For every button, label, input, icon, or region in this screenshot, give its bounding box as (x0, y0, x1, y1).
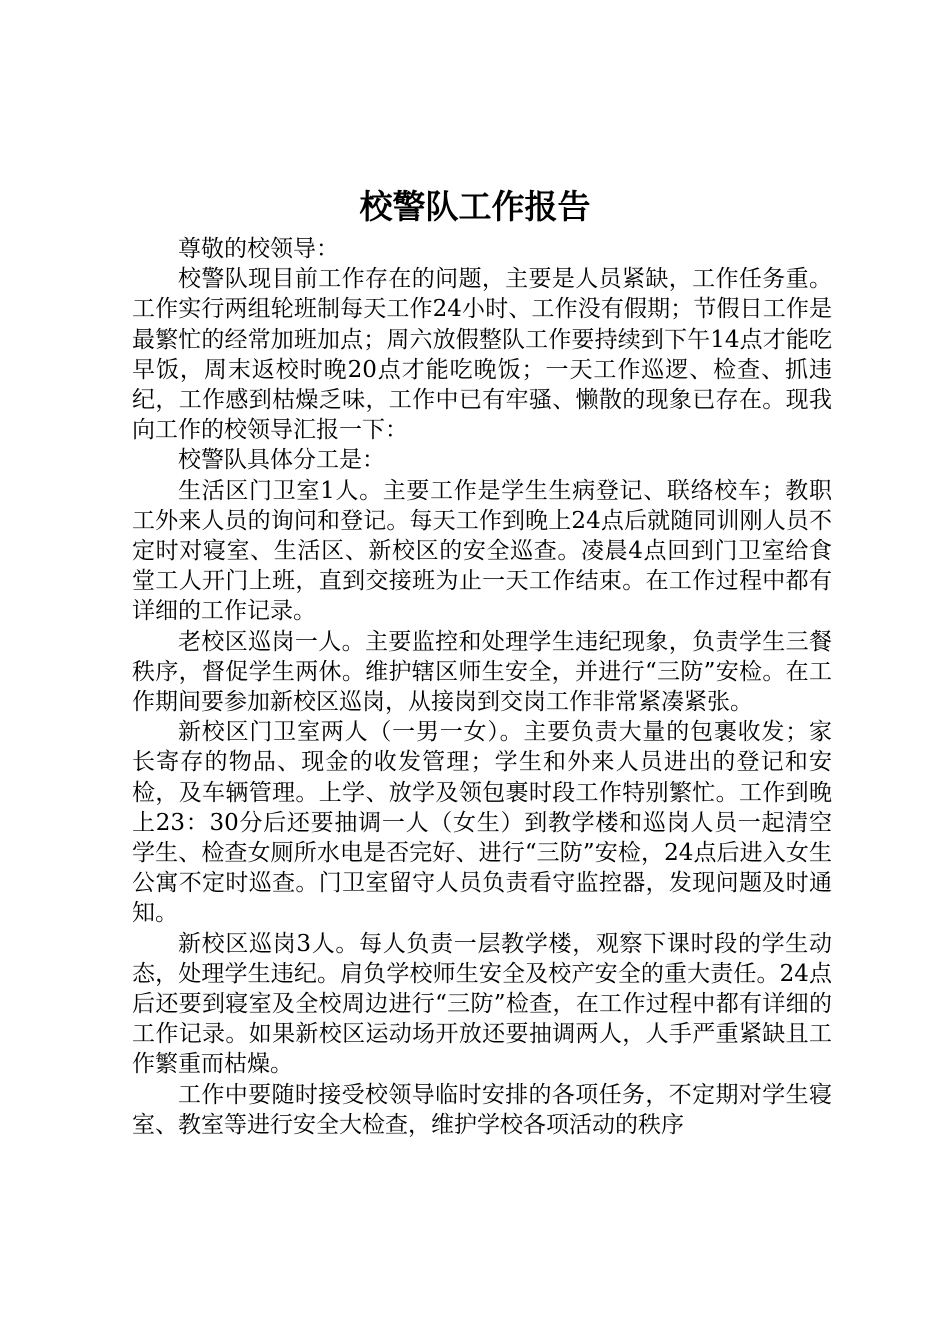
paragraph-problems: 校警队现目前工作存在的问题，主要是人员紧缺，工作任务重。工作实行两组轮班制每天工作24小时、工作没有假期；节假日工作是最繁忙的经常加班加点；周六放假整队工作要持续到下午14点才能吃早饭，周末返校时晚20点才能吃晚饭；一天工作巡逻、检查、抓违纪，工作感到枯燥乏味，工作中已有牢骚、懒散的现象已存在。现我向工作的校领导汇报一下： (132, 266, 832, 444)
paragraph-old-campus-patrol: 老校区巡岗一人。主要监控和处理学生违纪现象，负责学生三餐秩序，督促学生两休。维护辖区师生安全，并进行“三防”安检。在工作期间要参加新校区巡岗，从接岗到交岗工作非常紧凑紧张。 (132, 628, 832, 716)
paragraph-temporary-tasks: 工作中要随时接受校领导临时安排的各项任务，不定期对学生寝室、教室等进行安全大检查，维护学校各项活动的秩序 (132, 1081, 832, 1138)
paragraph-living-area-gate: 生活区门卫室1人。主要工作是学生生病登记、联络校车；教职工外来人员的询问和登记。每天工作到晚上24点后就随同训刚人员不定时对寝室、生活区、新校区的安全巡查。凌晨4点回到门卫室给食堂工人开门上班，直到交接班为止一天工作结束。在工作过程中都有详细的工作记录。 (132, 477, 832, 625)
paragraph-new-campus-patrol: 新校区巡岗3人。每人负责一层教学楼，观察下课时段的学生动态，处理学生违纪。肩负学校师生安全及校产安全的重大责任。24点后还要到寝室及全校周边进行“三防”检查，在工作过程中都有详细的工作记录。如果新校区运动场开放还要抽调两人，人手严重紧缺且工作繁重而枯燥。 (132, 930, 832, 1078)
paragraph-new-campus-gate: 新校区门卫室两人（一男一女）。主要负责大量的包裹收发；家长寄存的物品、现金的收发管理；学生和外来人员进出的登记和安检，及车辆管理。上学、放学及领包裹时段工作特别繁忙。工作到晚上23：30分后还要抽调一人（女生）到教学楼和巡岗人员一起清空学生、检查女厕所水电是否完好、进行“三防”安检，24点后进入女生公寓不定时巡查。门卫室留守人员负责看守监控器，发现问题及时通知。 (132, 719, 832, 927)
salutation: 尊敬的校领导： (178, 236, 339, 262)
paragraph-division-intro: 校警队具体分工是： (178, 447, 385, 474)
document-body (132, 234, 832, 1140)
document-title: 校警队工作报告 (359, 187, 591, 226)
